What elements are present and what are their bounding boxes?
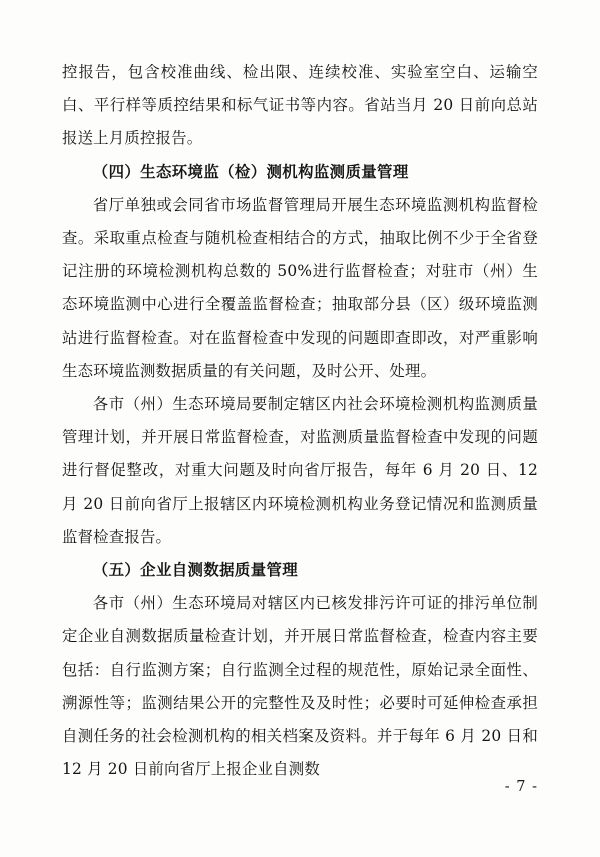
paragraph-continued: 控报告，包含校准曲线、检出限、连续校准、实验室空白、运输空白、平行样等质控结果和标气证书等内容。省站当月 20 日前向总站报送上月质控报告。 [62,63,538,148]
paragraph-city-bureau-plan: 各市（州）生态环境局要制定辖区内社会环境检测机构监测质量管理计划，并开展日常监督检查，对监测质量监督检查中发现的问题进行督促整改，对重大问题及时向省厅报告，每年 6 月 20 日、12 月 20 日前向省厅上报辖区内环境检测机构业务登记情况和监测质量监督检查报告。 [62,395,538,546]
paragraph-self-monitoring-quality: 各市（州）生态环境局对辖区内已核发排污许可证的排污单位制定企业自测数据质量检查计划，并开展日常监督检查，检查内容主要包括：自行监测方案；自行监测全过程的规范性，原始记录全面性、溯源性等；监测结果公开的完整性及及时性；必要时可延伸检查承担自测任务的社会检测机构的相关档案及资料。并于每年 6 月 20 日和 12 月 20 日前向省厅上报企业自测数 [62,594,538,779]
document-body [62,56,538,786]
section-heading-five: （五）企业自测数据质量管理 [92,561,299,580]
section-heading-four: （四）生态环境监（检）测机构监测质量管理 [92,162,409,181]
paragraph-supervision-inspection: 省厅单独或会同省市场监督管理局开展生态环境监测机构监督检查。采取重点检查与随机检查相结合的方式，抽取比例不少于全省登记注册的环境检测机构总数的 50%进行监督检查；对驻市（州）生态环境监测中心进行全覆盖监督检查；抽取部分县（区）级环境监测站进行监督检查。对在监督检查中发现的问题即查即改，对严重影响生态环境监测数据质量的有关问题，及时公开、处理。 [62,195,538,380]
page-number: - 7 - [504,779,538,795]
